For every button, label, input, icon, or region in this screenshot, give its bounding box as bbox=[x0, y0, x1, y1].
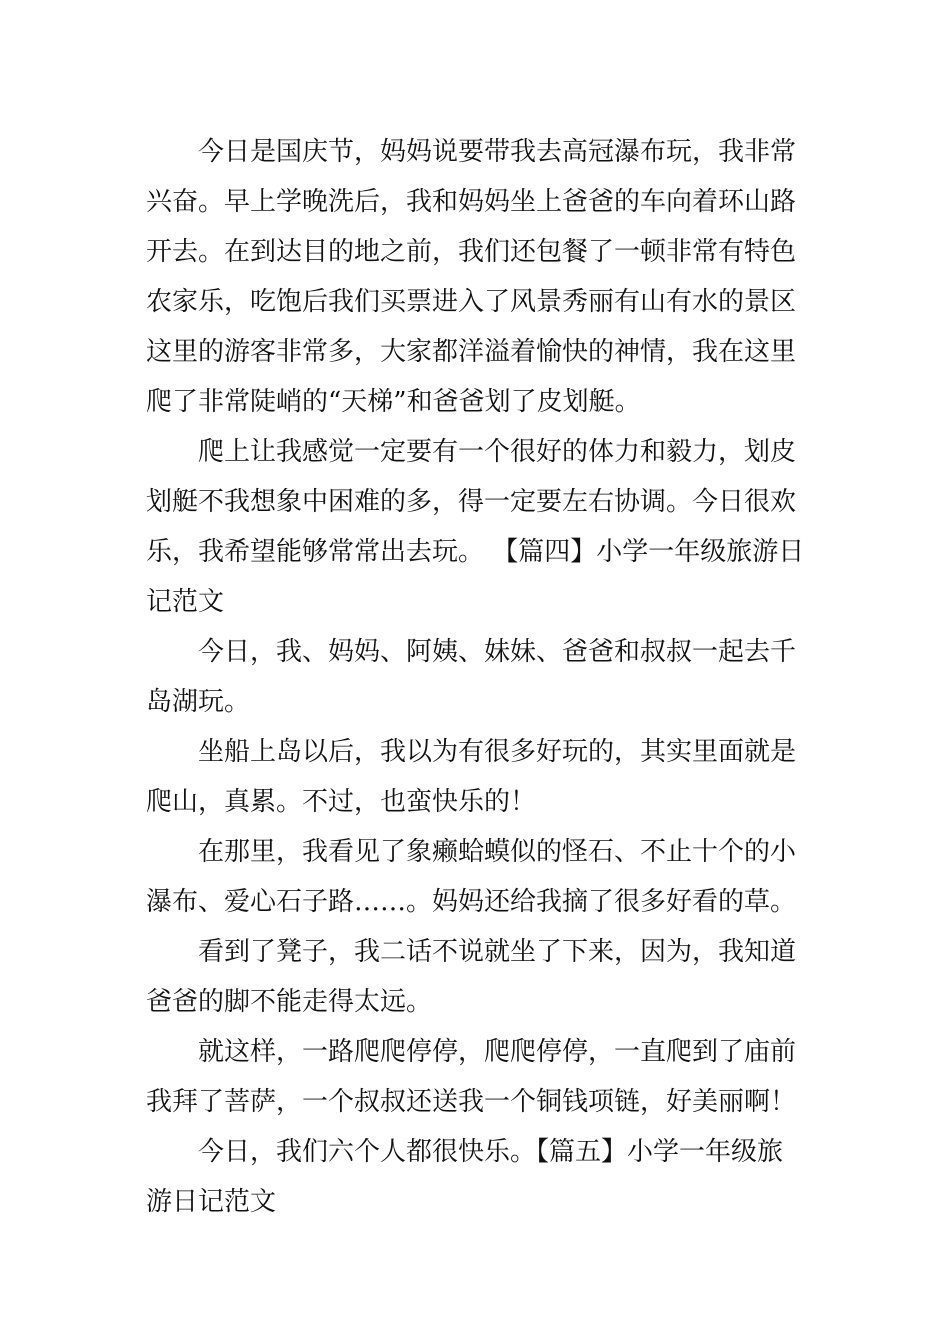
text-line: 就这样，一路爬爬停停，爬爬停停，一直爬到了庙前 bbox=[198, 1037, 797, 1067]
paragraph bbox=[146, 727, 808, 827]
paragraph bbox=[146, 1127, 808, 1227]
text-line: 爬了非常陡峭的“天梯”和爸爸划了皮划艇。 bbox=[146, 387, 641, 417]
text-line: 农家乐，吃饱后我们买票进入了风景秀丽有山有水的景区 bbox=[146, 287, 797, 317]
text-line: 划艇不我想象中困难的多，得一定要左右协调。今日很欢 bbox=[146, 487, 797, 517]
paragraph bbox=[146, 827, 808, 927]
paragraph bbox=[146, 127, 808, 427]
text-line: 我拜了菩萨，一个叔叔还送我一个铜钱项链，好美丽啊！ bbox=[146, 1087, 797, 1117]
text-line: 看到了凳子，我二话不说就坐了下来，因为，我知道 bbox=[198, 937, 797, 967]
document-body bbox=[146, 127, 808, 1227]
paragraph bbox=[146, 427, 808, 627]
text-line: 今日是国庆节，妈妈说要带我去高冠瀑布玩，我非常 bbox=[198, 137, 797, 167]
text-line: 爬山，真累。不过，也蛮快乐的！ bbox=[146, 787, 537, 817]
text-line: 今日，我们六个人都很快乐。【篇五】小学一年级旅 bbox=[198, 1137, 784, 1167]
paragraph bbox=[146, 627, 808, 727]
paragraph bbox=[146, 1027, 808, 1127]
text-line: 爬上让我感觉一定要有一个很好的体力和毅力，划皮 bbox=[198, 437, 797, 467]
text-line: 爸爸的脚不能走得太远。 bbox=[146, 987, 433, 1017]
text-line: 开去。在到达目的地之前，我们还包餐了一顿非常有特色 bbox=[146, 237, 797, 267]
text-line: 坐船上岛以后，我以为有很多好玩的，其实里面就是 bbox=[198, 737, 797, 767]
text-line: 这里的游客非常多，大家都洋溢着愉快的神情，我在这里 bbox=[146, 337, 797, 367]
text-line: 游日记范文 bbox=[146, 1187, 277, 1217]
text-line: 记范文 bbox=[146, 587, 225, 617]
text-line: 兴奋。早上学晚洗后，我和妈妈坐上爸爸的车向着环山路 bbox=[146, 187, 797, 217]
text-line: 岛湖玩。 bbox=[146, 687, 251, 717]
text-line: 今日，我、妈妈、阿姨、妹妹、爸爸和叔叔一起去千 bbox=[198, 637, 797, 667]
text-line: 乐，我希望能够常常出去玩。 【篇四】小学一年级旅游日 bbox=[146, 537, 805, 567]
text-line: 在那里，我看见了象癞蛤蟆似的怪石、不止十个的小 bbox=[198, 837, 797, 867]
text-line: 瀑布、爱心石子路……。妈妈还给我摘了很多好看的草。 bbox=[146, 887, 797, 917]
paragraph bbox=[146, 927, 808, 1027]
